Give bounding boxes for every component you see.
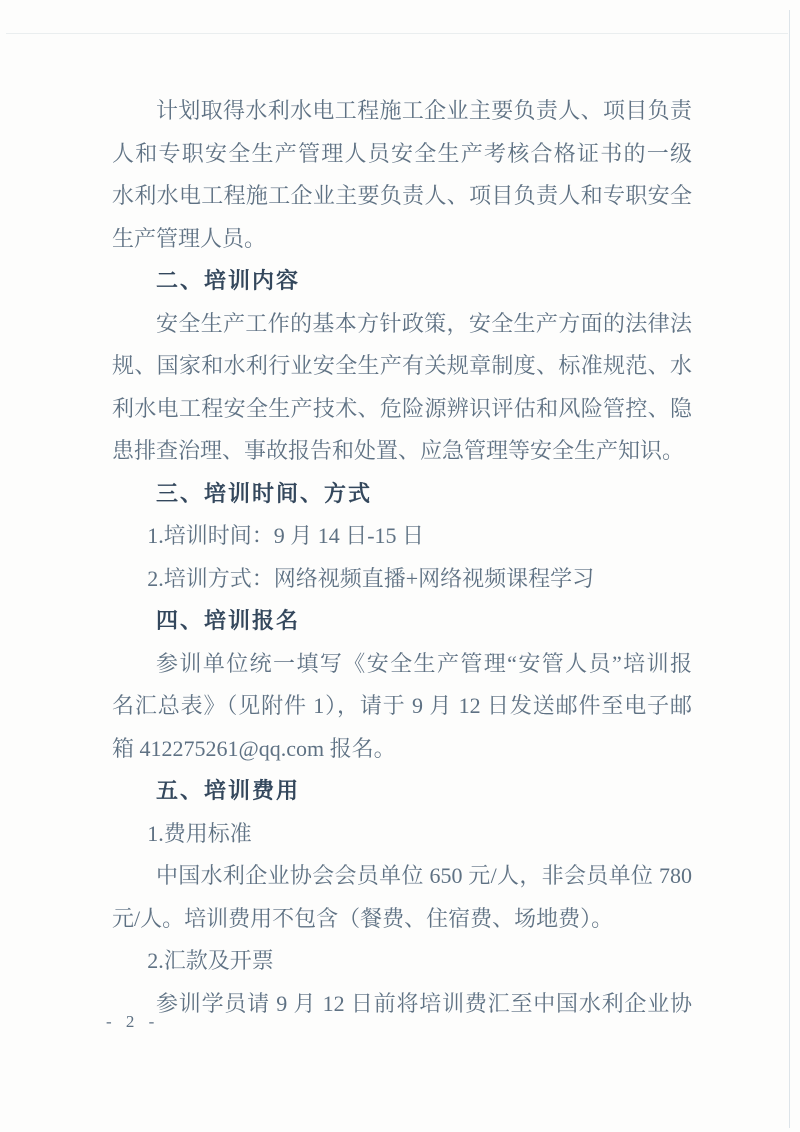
paragraph-line: 患排查治理、事故报告和处置、应急管理等安全生产知识。 <box>112 438 685 463</box>
scan-artifact-top-line <box>6 33 788 34</box>
scan-artifact-right-line <box>789 10 790 1128</box>
page-number: - 2 - <box>106 1012 160 1031</box>
list-item-remittance-invoice: 2.汇款及开票 <box>147 948 274 973</box>
document-body <box>112 90 692 1025</box>
section-heading-3-training-time-method: 三、培训时间、方式 <box>156 480 373 506</box>
paragraph-line: 人和专职安全生产管理人员安全生产考核合格证书的一级 <box>112 140 692 166</box>
paragraph-line: 计划取得水利水电工程施工企业主要负责人、项目负责 <box>156 98 692 123</box>
paragraph-line: 名汇总表》（见附件 1），请于 9 月 12 日发送邮件至电子邮 <box>112 693 692 718</box>
list-item-fee-standard: 1.费用标准 <box>147 820 252 846</box>
paragraph-line: 元/人。培训费用不包含（餐费、住宿费、场地费）。 <box>112 905 614 931</box>
paragraph-line: 水利水电工程施工企业主要负责人、项目负责人和专职安全 <box>112 183 692 208</box>
paragraph-line: 生产管理人员。 <box>112 225 267 251</box>
paragraph-line-email: 箱 412275261@qq.com 报名。 <box>112 735 396 761</box>
paragraph-line: 规、国家和水利行业安全生产有关规章制度、标准规范、水 <box>112 353 692 378</box>
section-heading-5-training-fee: 五、培训费用 <box>156 778 301 803</box>
list-item-training-time: 1.培训时间：9 月 14 日-15 日 <box>147 523 425 548</box>
paragraph-line: 参训单位统一填写《安全生产管理“安管人员”培训报 <box>156 650 692 676</box>
paragraph-line: 利水电工程安全生产技术、危险源辨识评估和风险管控、隐 <box>112 395 692 421</box>
paragraph-line: 中国水利企业协会会员单位 650 元/人，非会员单位 780 <box>156 863 692 888</box>
section-heading-4-training-registration: 四、培训报名 <box>156 608 301 633</box>
paragraph-line: 参训学员请 9 月 12 日前将培训费汇至中国水利企业协 <box>156 990 692 1016</box>
list-item-training-method: 2.培训方式：网络视频直播+网络视频课程学习 <box>147 565 595 591</box>
paragraph-line: 安全生产工作的基本方针政策，安全生产方面的法律法 <box>156 310 692 336</box>
section-heading-2-training-content: 二、培训内容 <box>156 268 301 293</box>
